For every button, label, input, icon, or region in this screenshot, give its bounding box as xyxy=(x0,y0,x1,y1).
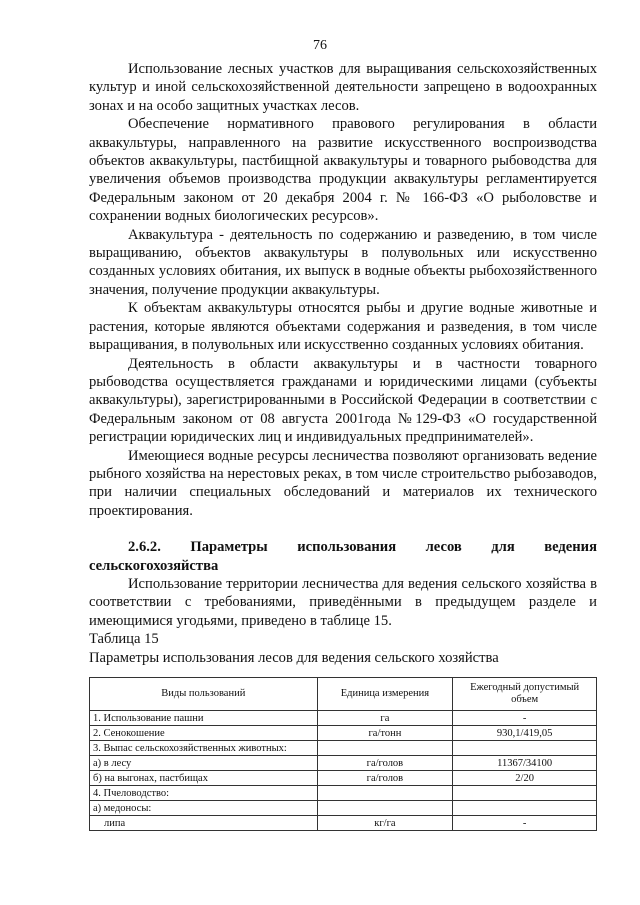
parameters-table xyxy=(89,677,597,831)
table-cell xyxy=(317,786,453,801)
table-row xyxy=(90,726,597,741)
table-cell: липа xyxy=(90,816,318,831)
section-heading: 2.6.2. Параметры использования лесов для ведения сельскогохозяйства xyxy=(89,539,597,574)
column-header: Виды пользований xyxy=(90,678,318,711)
table-row xyxy=(90,786,597,801)
table-row xyxy=(90,801,597,816)
table-cell xyxy=(453,786,597,801)
table-cell xyxy=(317,741,453,756)
paragraph: К объектам аквакультуры относятся рыбы и другие водные животные и растения, которые являются объектами содержания и разведения, в том числе выращивания, в полувольных или искусственно созданных условиях обитания. xyxy=(89,300,597,354)
table-cell: га xyxy=(317,711,453,726)
page-number: 76 xyxy=(313,38,327,53)
table-row xyxy=(90,756,597,771)
paragraph: Использование территории лесничества для ведения сельского хозяйства в соответствии с требованиями, приведёнными в предыдущем разделе и имеющимися угодьями, приведено в таблице 15. xyxy=(89,575,597,629)
column-header: Единица измерения xyxy=(317,678,453,711)
table-row xyxy=(90,741,597,756)
paragraph: Обеспечение нормативного правового регулирования в области аквакультуры, направленного на развитие искусственного воспроизводства объектов аквакультуры, пастбищной аквакультуры и товарного рыбоводства для увеличения объемов производства продукции аквакультуры регламентируется Федеральным законом от 20 декабря 2004 г. № 166-ФЗ «О рыболовстве и сохранении водных биологических ресурсов». xyxy=(89,116,597,225)
table-cell: 1. Использование пашни xyxy=(90,711,318,726)
table-cell xyxy=(317,801,453,816)
table-cell: 3. Выпас сельскохозяйственных животных: xyxy=(90,741,318,756)
table-cell: 930,1/419,05 xyxy=(453,726,597,741)
table-header-row xyxy=(90,678,597,711)
table-cell: 11367/34100 xyxy=(453,756,597,771)
table-row xyxy=(90,711,597,726)
table-cell xyxy=(453,801,597,816)
table-cell: га/голов xyxy=(317,756,453,771)
table-cell: - xyxy=(453,816,597,831)
table-cell: га/голов xyxy=(317,771,453,786)
table-cell: б) на выгонах, пастбищах xyxy=(90,771,318,786)
table-cell: 4. Пчеловодство: xyxy=(90,786,318,801)
table-cell: 2/20 xyxy=(453,771,597,786)
table-cell: а) в лесу xyxy=(90,756,318,771)
column-header: Ежегодный допустимый объем xyxy=(453,678,597,711)
paragraph: Аквакультура - деятельность по содержанию и разведению, в том числе выращиванию, объектов аквакультуры в полувольных или искусственно созданных условиях обитания, их выпуск в водные объекты рыбохозяйственного значения, получение продукции аквакультуры. xyxy=(89,226,597,298)
table-cell xyxy=(453,741,597,756)
body-text xyxy=(89,60,597,667)
table-row xyxy=(90,771,597,786)
table-label: Таблица 15 xyxy=(89,631,159,648)
table-cell: а) медоносы: xyxy=(90,801,318,816)
table-cell: кг/га xyxy=(317,816,453,831)
table-cell: га/тонн xyxy=(317,726,453,741)
paragraph: Деятельность в области аквакультуры и в частности товарного рыбоводства осуществляется гражданами и юридическими лицами (субъекты аквакультуры), зарегистрированными в Российской Федерации в соответствии с Федеральным законом от 08 августа 2001года №129-ФЗ «О государственной регистрации юридических лиц и индивидуальных предпринимателей». xyxy=(89,355,597,446)
table-cell: - xyxy=(453,711,597,726)
table-row xyxy=(90,816,597,831)
table-cell: 2. Сенокошение xyxy=(90,726,318,741)
table-title: Параметры использования лесов для ведения сельского хозяйства xyxy=(89,649,499,666)
paragraph: Имеющиеся водные ресурсы лесничества позволяют организовать ведение рыбного хозяйства на нерестовых реках, в том числе строительство рыбозаводов, при наличии специальных обследований и материалов их технического проектирования. xyxy=(89,447,597,519)
paragraph: Использование лесных участков для выращивания сельскохозяйственных культур и иной сельскохозяйственной деятельности запрещено в водоохранных зонах и на особо защитных участках лесов. xyxy=(89,61,597,114)
